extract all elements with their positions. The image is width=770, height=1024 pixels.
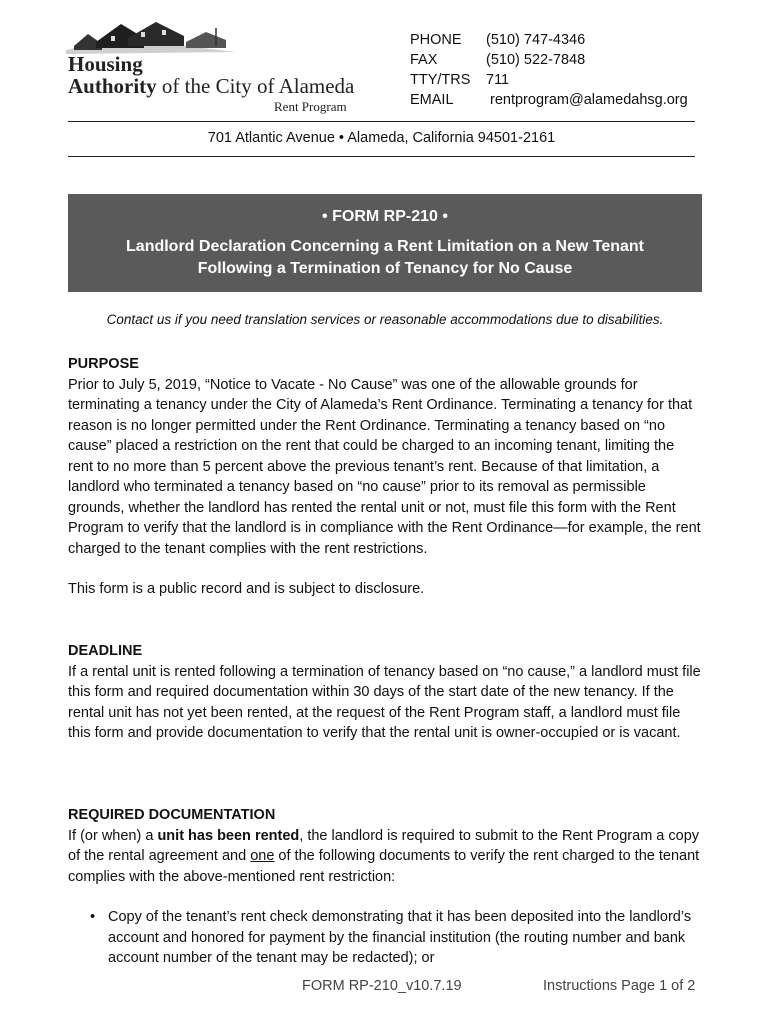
accommodations-notice: Contact us if you need translation services or reasonable accommodations due to disabilities.	[106, 312, 664, 327]
required-docs-intro: If (or when) a unit has been rented, the landlord is required to submit to the Rent Program a copy of the rental agreement and one of the following documents to verify the rent charged to the tenant complies with the above-mentioned rent restriction:	[68, 827, 700, 885]
purpose-heading: PURPOSE	[68, 356, 139, 372]
public-record-note: This form is a public record and is subject to disclosure.	[68, 581, 425, 597]
list-item: • Copy of the tenant’s rent check demonstrating that it has been deposited into the landlord’s account and honored for payment by the financial institution (the routing number and bank account number of the tenant may be redacted); or	[90, 909, 692, 966]
office-address: 701 Atlantic Avenue • Alameda, California 94501-2161	[207, 130, 556, 146]
form-title: Landlord Declaration Concerning a Rent Limitation on a New Tenant Following a Termination of Tenancy for No Cause	[126, 238, 644, 277]
header-divider-top	[68, 121, 695, 122]
logo-rent-program-text: Rent Program	[274, 99, 347, 114]
required-docs-list	[90, 907, 702, 969]
required-docs-section	[68, 805, 702, 887]
required-docs-heading: REQUIRED DOCUMENTATION	[68, 807, 276, 823]
page-number: Instructions Page 1 of 2	[543, 978, 696, 994]
form-title-banner	[68, 194, 702, 292]
form-id: • FORM RP-210 •	[322, 208, 448, 225]
houses-illustration-icon	[66, 16, 246, 56]
contact-fax: FAX (510) 522-7848	[410, 52, 586, 68]
housing-authority-logo	[66, 16, 366, 116]
deadline-body: If a rental unit is rented following a termination of tenancy based on “no cause,” a landlord must file this form and required documentation within 30 days of the start date of the new tenancy. If the rental unit has not yet been rented, at the request of the Rent Program staff, a landlord must file this form and provide documentation to verify that the rental unit is owner-occupied or is vacant.	[68, 663, 701, 741]
contact-info	[410, 30, 688, 110]
contact-tty: TTY/TRS 711	[410, 72, 510, 88]
contact-phone: PHONE (510) 747-4346	[410, 32, 586, 48]
deadline-section	[68, 641, 702, 744]
bullet-icon: •	[90, 909, 96, 925]
logo-housing-text: Housing	[68, 52, 143, 76]
header-divider-bottom	[68, 156, 695, 157]
deadline-heading: DEADLINE	[68, 643, 143, 659]
logo-authority-text: Authority of the City of Alameda	[68, 74, 355, 98]
form-version: FORM RP-210_v10.7.19	[302, 978, 462, 994]
contact-email: EMAIL rentprogram@alamedahsg.org	[410, 92, 688, 108]
purpose-section	[68, 354, 702, 559]
purpose-body: Prior to July 5, 2019, “Notice to Vacate - No Cause” was one of the allowable grounds for terminating a tenancy under the City of Alameda’s Rent Ordinance. Terminating a tenancy for that reason is no longer permitted under the Rent Ordinance. Terminating a tenancy based on “no cause” placed a restriction on the rent that could be charged to an incoming tenant, limiting the rent to no more than 5 percent above the previous tenant’s rent. Because of that limitation, a landlord who terminated a tenancy based on “no cause” prior to its removal as permissible grounds, whether the landlord has rented the rental unit or not, must file this form with the Rent Program to verify that the landlord is in compliance with the Rent Ordinance—for example, the rent charged to the tenant complies with the rent restrictions.	[68, 376, 701, 557]
